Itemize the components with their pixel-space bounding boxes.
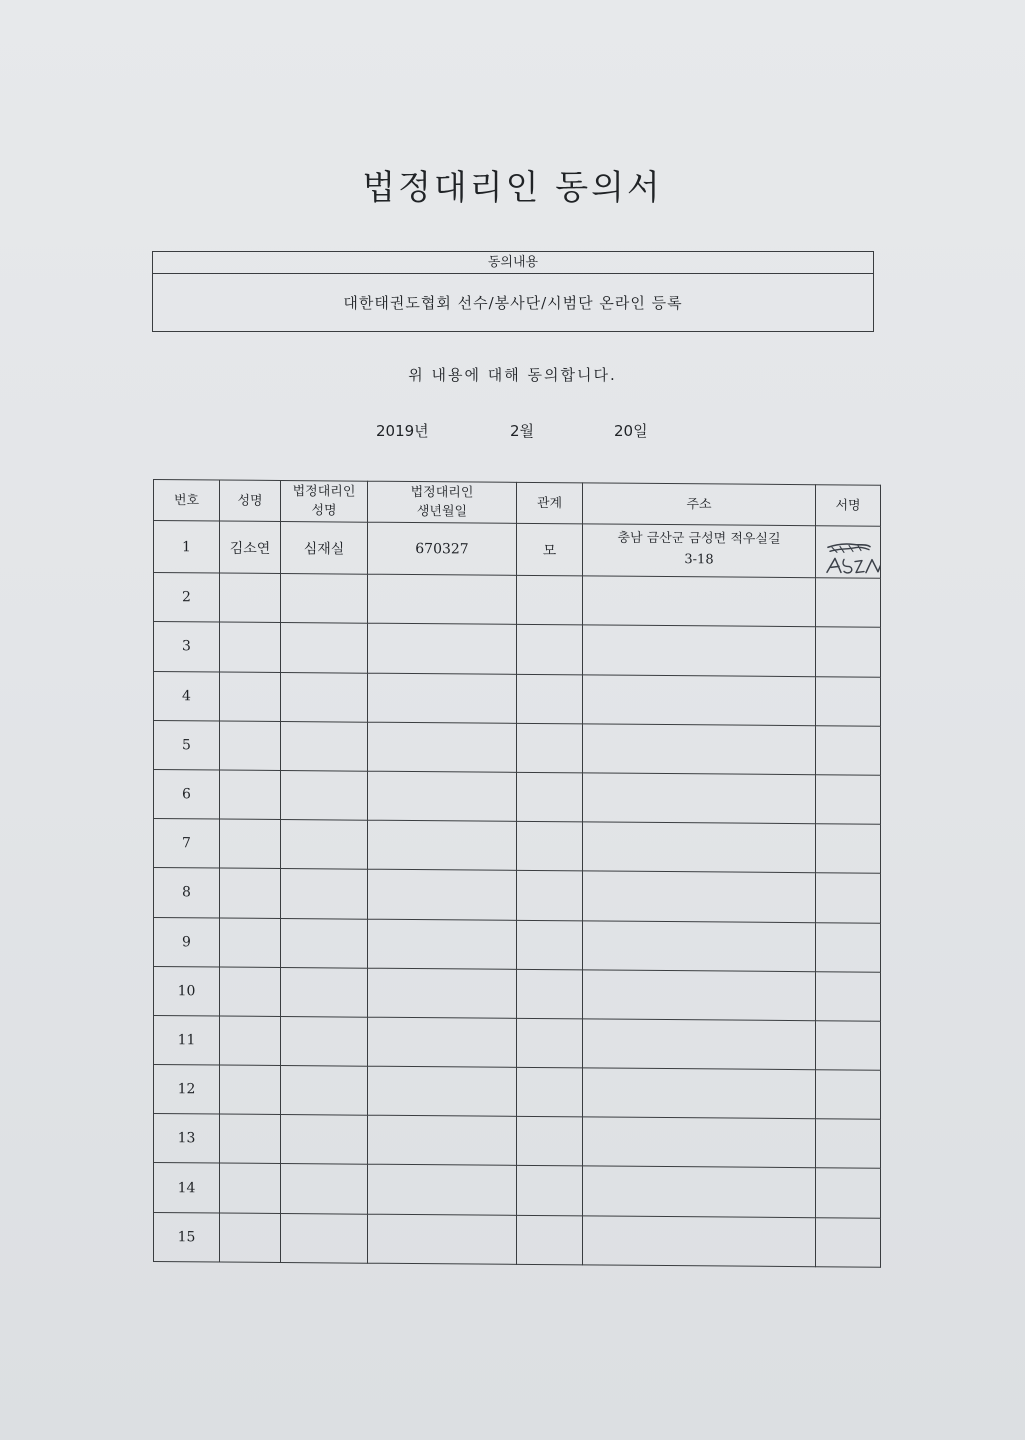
cell-no: 5	[154, 720, 220, 770]
date-month: 2월	[510, 422, 535, 440]
cell-signature	[816, 526, 881, 579]
table-row	[154, 521, 881, 579]
table-row	[154, 622, 881, 677]
table-header-row	[154, 480, 881, 527]
table-row	[154, 1114, 881, 1169]
table-row	[154, 769, 881, 824]
table-row	[154, 819, 881, 874]
date-day: 20일	[614, 422, 648, 440]
cell-relation: 모	[517, 523, 583, 576]
cell-no: 3	[154, 622, 220, 672]
table-row	[154, 917, 881, 972]
date-year: 2019년	[376, 422, 429, 440]
table-row	[154, 1065, 881, 1120]
cell-no: 13	[154, 1114, 220, 1164]
header-guardian-name	[281, 481, 368, 523]
cell-no: 6	[154, 769, 220, 819]
table-row	[154, 573, 881, 628]
agreement-statement: 위 내용에 대해 동의합니다.	[408, 366, 617, 384]
header-guardian-birth-line2: 생년월일	[416, 504, 468, 520]
cell-no: 10	[154, 966, 220, 1016]
document-title: 법정대리인 동의서	[362, 168, 663, 208]
table-row	[154, 1015, 881, 1070]
table-row	[154, 720, 881, 775]
consent-box	[152, 251, 874, 332]
header-no: 번호	[154, 480, 220, 522]
consent-header: 동의내용	[153, 252, 873, 274]
header-signature: 서명	[816, 485, 881, 527]
cell-guardian-name: 심재실	[281, 522, 368, 575]
cell-guardian-birth: 670327	[368, 522, 517, 575]
table-row	[154, 671, 881, 726]
address-line2: 3-18	[684, 552, 714, 568]
handwritten-signature	[822, 528, 881, 577]
table-row	[154, 1212, 881, 1267]
cell-no: 12	[154, 1065, 220, 1115]
header-guardian-birth-line1: 법정대리인	[410, 485, 474, 501]
header-relation: 관계	[517, 482, 583, 524]
cell-name: 김소연	[220, 521, 281, 574]
cell-no: 9	[154, 917, 220, 967]
header-guardian-name-line1: 법정대리인	[292, 484, 356, 500]
header-guardian-name-line2: 성명	[311, 503, 337, 519]
header-address: 주소	[583, 483, 816, 526]
cell-no: 1	[154, 521, 220, 574]
cell-no: 7	[154, 819, 220, 869]
cell-no: 4	[154, 671, 220, 721]
table-row	[154, 966, 881, 1021]
table-row	[154, 868, 881, 923]
address-line1: 충남 금산군 금성면 적우실길	[617, 530, 781, 547]
cell-no: 15	[154, 1212, 220, 1262]
consent-text: 대한태권도협회 선수/봉사단/시범단 온라인 등록	[343, 294, 683, 312]
cell-no: 11	[154, 1015, 220, 1065]
table-row	[154, 1163, 881, 1218]
registration-table	[153, 479, 881, 1268]
cell-address	[583, 524, 816, 578]
cell-no: 14	[154, 1163, 220, 1213]
cell-no: 2	[154, 573, 220, 623]
cell-no: 8	[154, 868, 220, 918]
header-guardian-birth	[368, 481, 517, 523]
header-name: 성명	[220, 480, 281, 521]
